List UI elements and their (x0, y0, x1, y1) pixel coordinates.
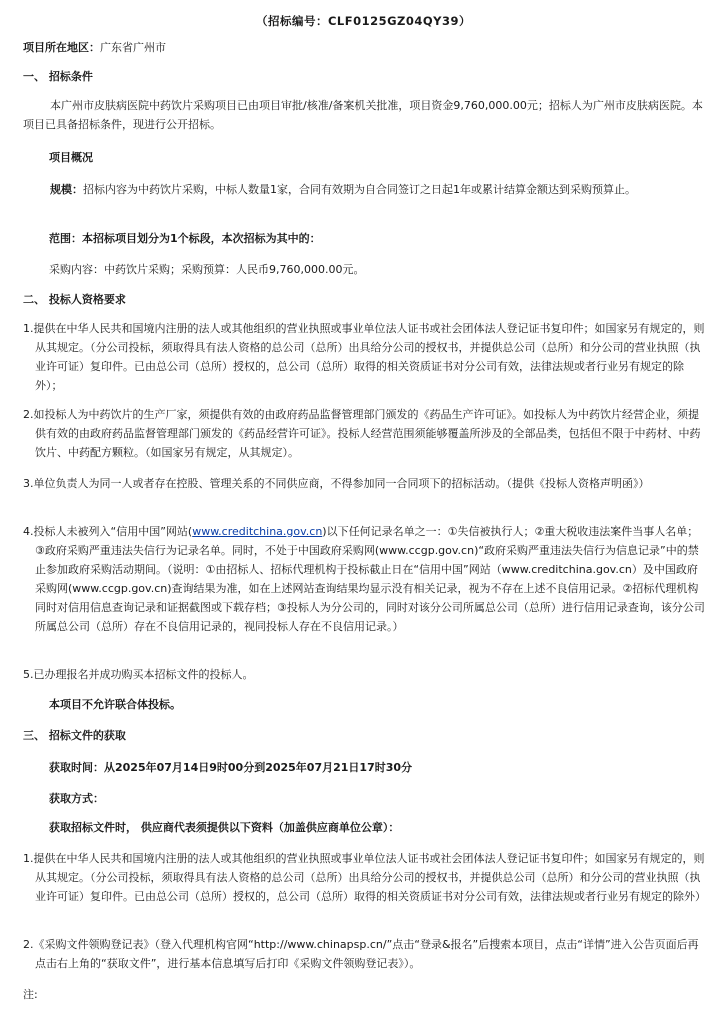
time-value: 从2025年07月14日9时00分到2025年07月21日17时30分 (104, 761, 413, 774)
purchase-line: 采购内容：中药饮片采购；采购预算：人民币9,760,000.00元。 (49, 263, 365, 276)
location-label: 项目所在地区： (23, 41, 100, 54)
docs-item-1: 1.提供在中华人民共和国境内注册的法人或其他组织的营业执照或事业单位法人证书或社会团体法人登记证书复印件；如国家另有规定的，则从其规定。（分公司投标，须取得具有法人资格的总公司（总所）出具给分公司的授权书，并提供总公司（总所）和分公司的营业执照（执业许可证）复印件。已由总公司（总所）授权的，总公司（总所）取得的相关资质证书对分公司有效，法律法规或者行业另有规定的除外） (23, 852, 706, 903)
docs-label: 获取招标文件时， 供应商代表须提供以下资料（加盖供应商单位公章）： (49, 821, 400, 834)
method-label: 获取方式： (49, 792, 104, 805)
time-label: 获取时间： (49, 761, 104, 774)
section-1-heading: 一、 招标条件 (23, 70, 93, 83)
section-1-paragraph: 本广州市皮肤病医院中药饮片采购项目已由项目审批/核准/备案机关批准，项目资金9,760,000.00元；招标人为广州市皮肤病医院。本项目已具备招标条件，现进行公开招标。 (23, 99, 703, 131)
scale-label: 规模： (50, 183, 83, 196)
location-value: 广东省广州市 (100, 41, 166, 54)
scale-paragraph (23, 180, 707, 199)
docs-item-2: 2.《采购文件领购登记表》（登入代理机构官网“http://www.chinapsp.cn/”点击“登录&报名”后搜索本项目，点击“详情”进入公告页面后再点击右上角的“获取文件”，进行基本信息填写后打印《采购文件领购登记表》）。 (23, 938, 699, 970)
qualification-item-3: 3.单位负责人为同一人或者存在控股、管理关系的不同供应商，不得参加同一合同项下的招标活动。（提供《投标人资格声明函》） (23, 477, 650, 490)
note-label: 注: (23, 988, 38, 1001)
qualification-item-2: 2.如投标人为中药饮片的生产厂家，须提供有效的由政府药品监督管理部门颁发的《药品生产许可证》。如投标人为中药饮片经营企业，须提供有效的由政府药品监督管理部门颁发的《药品经营许可证》。投标人经营范围须能够覆盖所涉及的全部品类，包括但不限于中药材、中药饮片、中药配方颗粒。（如国家另有规定，从其规定）。 (23, 408, 701, 459)
scale-text: 招标内容为中药饮片采购，中标人数量1家，合同有效期为自合同签订之日起1年或累计结算金额达到采购预算止。 (83, 183, 636, 196)
creditchina-link[interactable]: www.creditchina.gov.cn (192, 525, 323, 538)
scope-line: 范围：本招标项目划分为1个标段，本次招标为其中的： (49, 232, 321, 245)
qualification-item-4: 4.投标人未被列入“信用中国”网站(www.creditchina.gov.cn)以下任何记录名单之一：①失信被执行人；②重大税收违法案件当事人名单；③政府采购严重违法失信行为记录名单。同时，不处于中国政府采购网(www.ccgp.gov.cn)“政府采购严重违法失信行为信息记录”中的禁止参加政府采购活动期间。（说明：①由招标人、招标代理机构于投标截止日在“信用中国”网站（www.creditchina.gov.cn）及中国政府采购网(www.ccgp.gov.cn)查询结果为准，如在上述网站查询结果均显示没有相关记录，视为不存在上述不良信用记录。②招标代理机构同时对信用信息查询记录和证据截图或下载存档；③投标人为分公司的，同时对该分公司所属总公司（总所）进行信用记录查询，该分公司所属总公司（总所）存在不良信用记录的，视同投标人存在不良信用记录。） (23, 525, 705, 633)
no-consortium-line: 本项目不允许联合体投标。 (49, 698, 181, 711)
bid-number: （招标编号：CLF0125GZ04QY39） (255, 14, 472, 28)
time-line (49, 758, 707, 777)
qualification-item-1: 1.提供在中华人民共和国境内注册的法人或其他组织的营业执照或事业单位法人证书或社会团体法人登记证书复印件；如国家另有规定的，则从其规定。（分公司投标，须取得具有法人资格的总公司（总所）出具给分公司的授权书，并提供总公司（总所）和分公司的营业执照（执业许可证）复印件。已由总公司（总所）授权的，总公司（总所）取得的相关资质证书对分公司有效，法律法规或者行业另有规定的除外）； (23, 322, 705, 392)
location-line (23, 38, 707, 57)
qualification-item-5: 5.已办理报名并成功购买本招标文件的投标人。 (23, 668, 254, 681)
section-2-heading: 二、 投标人资格要求 (23, 293, 126, 306)
section-3-heading: 三、 招标文件的获取 (23, 729, 126, 742)
overview-title: 项目概况 (49, 151, 93, 164)
